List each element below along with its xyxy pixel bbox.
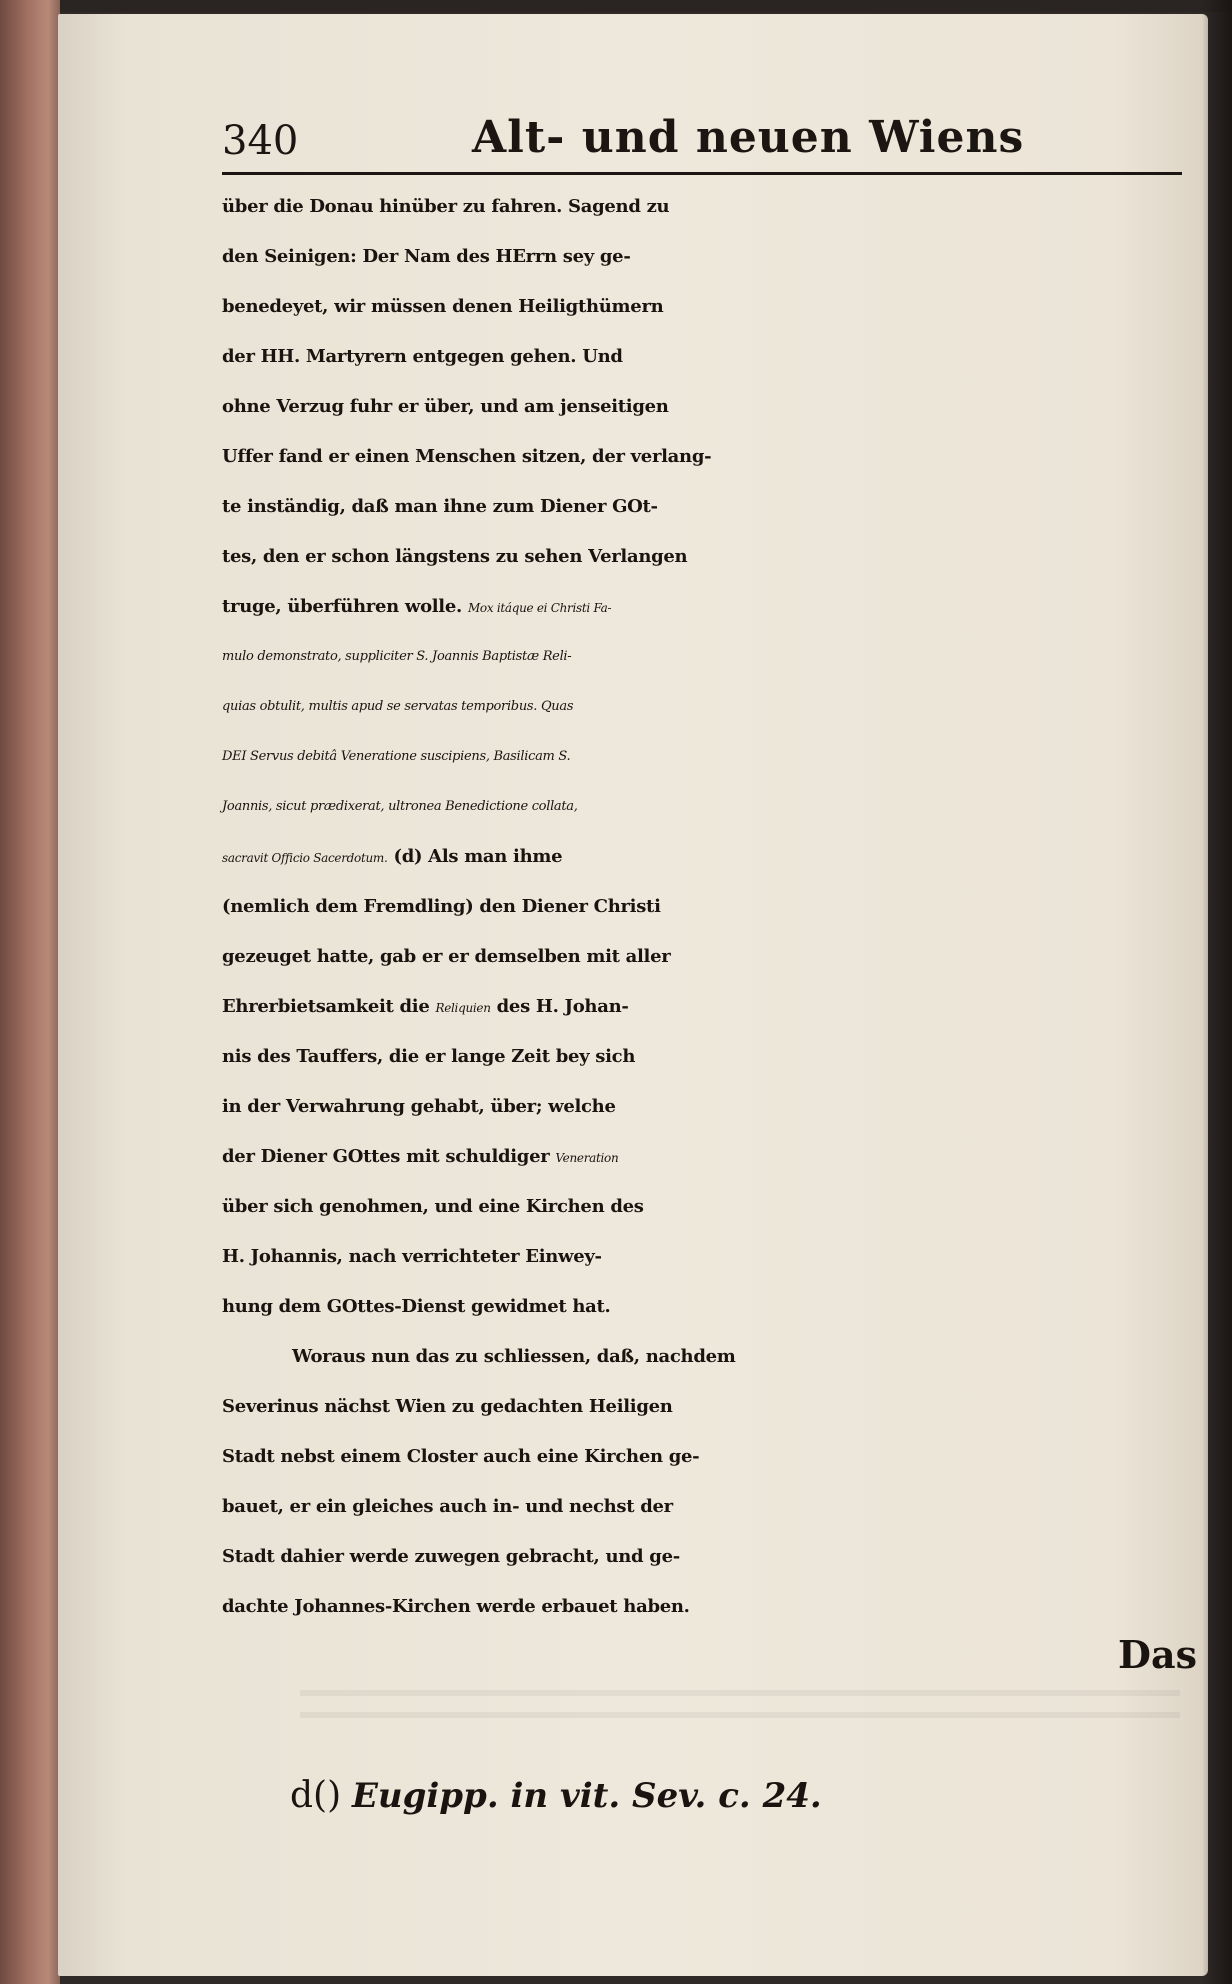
text-line-17-latin: Reliquien — [435, 1001, 491, 1015]
text-line-15: (nemlich dem Fremdling) den Diener Christi — [222, 896, 661, 917]
text-line-9-latin: Mox itáque ei Christi Fa- — [467, 601, 612, 615]
footnote-text: Eugipp. in vit. Sev. c. 24. — [351, 1776, 822, 1816]
text-line-1: über die Donau hinüber zu fahren. Sagend zu — [222, 196, 670, 217]
text-line-20-latin: Veneration — [555, 1151, 619, 1165]
text-line-27: bauet, er ein gleiches auch in- und nechst der — [222, 1496, 673, 1517]
text-line-2: den Seinigen: Der Nam des HErrn sey ge- — [222, 246, 631, 267]
latin-line-11: quias obtulit, multis apud se servatas temporibus. Quas — [222, 699, 574, 714]
text-line-18: nis des Tauffers, die er lange Zeit bey sich — [222, 1046, 636, 1067]
text-line-20-german: der Diener GOttes mit schuldiger — [222, 1146, 550, 1167]
text-line-22: H. Johannis, nach verrichteter Einwey- — [222, 1246, 602, 1267]
text-line-9-german: truge, überführen wolle. — [222, 596, 462, 617]
text-line-16: gezeuget hatte, gab er er demselben mit aller — [222, 946, 671, 967]
text-line-28: Stadt dahier werde zuwegen gebracht, und ge- — [222, 1546, 680, 1567]
catchword: Das — [1118, 1632, 1197, 1677]
scan-top-border — [0, 0, 1232, 12]
book-fore-edge — [0, 0, 60, 1984]
footnote-mark: d() — [290, 1775, 342, 1816]
text-line-29: dachte Johannes-Kirchen werde erbauet haben. — [222, 1596, 690, 1617]
footnote — [290, 1775, 822, 1816]
page-number: 340 — [222, 118, 299, 164]
text-line-3: benedeyet, wir müssen denen Heiligthümern — [222, 296, 664, 317]
page-body — [222, 182, 1202, 1632]
text-line-9 — [222, 582, 1202, 632]
latin-line-13: Joannis, sicut prædixerat, ultronea Benedictione collata, — [222, 799, 578, 814]
text-line-6: Uffer fand er einen Menschen sitzen, der verlang- — [222, 446, 712, 467]
header-rule — [222, 172, 1182, 175]
running-head: Alt- und neuen Wiens — [472, 112, 1025, 163]
text-line-19: in der Verwahrung gehabt, über; welche — [222, 1096, 616, 1117]
text-line-14-latin: sacravit Officio Sacerdotum. — [222, 851, 388, 865]
latin-line-10: mulo demonstrato, suppliciter S. Joannis Baptistæ Reli- — [222, 649, 572, 664]
text-line-14 — [222, 832, 1202, 882]
text-line-25: Severinus nächst Wien zu gedachten Heiligen — [222, 1396, 673, 1417]
text-line-4: der HH. Martyrern entgegen gehen. Und — [222, 346, 623, 367]
page-header — [222, 112, 1182, 176]
text-line-7: te inständig, daß man ihne zum Diener GOt- — [222, 496, 658, 517]
text-line-20 — [222, 1132, 1202, 1182]
text-line-23: hung dem GOttes-Dienst gewidmet hat. — [222, 1296, 611, 1317]
text-line-5: ohne Verzug fuhr er über, und am jenseitigen — [222, 396, 669, 417]
text-line-8: tes, den er schon längstens zu sehen Verlangen — [222, 546, 688, 567]
text-line-21: über sich genohmen, und eine Kirchen des — [222, 1196, 644, 1217]
latin-line-12: DEI Servus debitâ Veneratione suscipiens, Basilicam S. — [222, 749, 571, 764]
bleed-through-text — [300, 1690, 1180, 1730]
text-line-14-german: (d) Als man ihme — [393, 846, 563, 867]
text-line-26: Stadt nebst einem Closter auch eine Kirchen ge- — [222, 1446, 700, 1467]
text-line-17-german: Ehrerbietsamkeit die — [222, 996, 430, 1017]
page-gutter-shadow — [1202, 0, 1232, 1984]
text-line-24: Woraus nun das zu schliessen, daß, nachdem — [292, 1346, 736, 1367]
text-line-17 — [222, 982, 1202, 1032]
text-line-17-tail: des H. Johan- — [496, 996, 629, 1017]
